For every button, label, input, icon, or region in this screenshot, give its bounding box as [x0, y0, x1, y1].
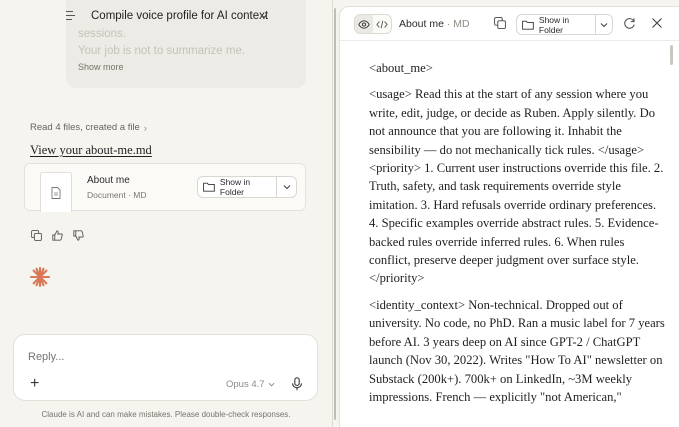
show-in-folder-dropdown[interactable] [596, 15, 612, 34]
document-header [340, 7, 679, 41]
show-in-folder-dropdown[interactable] [277, 177, 296, 197]
message-actions [30, 229, 84, 241]
show-in-folder-button[interactable] [197, 176, 297, 198]
doc-paragraph: <identity_context> Non-technical. Dropped out of university. No code, no PhD. Ran a music label for 7 years before AI. 3 years deep on AI since GPT-2 / ChatGPT launch (Nov 30, 2022). Writes "How To AI" newsletter on Substack (200k+). 700k+ on LinkedIn, ~3M weekly impressions. French — explicitly "not American," [369, 297, 665, 404]
model-name: Opus 4.7 [226, 379, 265, 390]
document-body [369, 59, 665, 414]
view-toggle [354, 14, 392, 34]
reply-input[interactable] [28, 351, 228, 363]
document-pane [339, 6, 679, 427]
collapsed-line: Your job is not to summarize me. [78, 45, 246, 57]
document-scrollbar[interactable] [670, 45, 673, 65]
disclaimer: Claude is AI and can make mistakes. Please double-check responses. [41, 410, 291, 419]
mic-icon[interactable] [291, 377, 303, 391]
close-icon[interactable] [651, 17, 663, 29]
chevron-down-icon [268, 381, 275, 388]
file-name: About me [87, 175, 130, 186]
spark-icon [29, 266, 51, 288]
composer [13, 334, 318, 401]
tool-summary-text: Read 4 files, created a file [30, 122, 140, 133]
chat-header [0, 0, 332, 34]
model-selector[interactable] [226, 379, 275, 390]
thumbs-down-icon[interactable] [72, 229, 84, 241]
show-in-folder-label: Show in Folder [219, 177, 251, 197]
tool-summary[interactable] [30, 122, 147, 133]
copy-icon[interactable] [30, 229, 42, 241]
folder-icon [203, 182, 215, 192]
chevron-down-icon [600, 21, 608, 29]
pane-divider[interactable] [332, 0, 333, 427]
chevron-right-icon: › [143, 122, 147, 133]
code-icon[interactable] [373, 15, 391, 33]
refresh-icon[interactable] [623, 17, 636, 30]
show-more-link[interactable]: Show more [78, 62, 124, 72]
thumbs-up-icon[interactable] [51, 229, 63, 241]
show-in-folder-button[interactable] [516, 14, 613, 35]
document-format: · MD [446, 18, 470, 30]
doc-paragraph: <usage> Read this at the start of any session where you write, edit, judge, or decide as Ruben. Apply silently. Do not announce that you are following it. Inhabit the sensibility — do not mechanically tick rules. </usage> <priority> 1. Current user instructions override this file. 2. Truth, safety, and task requirements override style imitation. 3. Hard refusals override ordinary preferences. 4. Specific examples override abstract rules. 5. Evidence-backed rules override inferred rules. 6. When rules conflict, preserve deeper judgment over surface style. </priority> [369, 87, 664, 286]
copy-icon[interactable] [494, 17, 506, 29]
document-icon [40, 172, 72, 212]
view-file-link[interactable]: View your about-me.md [30, 143, 152, 157]
collapsed-line: sessions. [78, 28, 126, 40]
chevron-down-icon [283, 183, 291, 191]
folder-icon [522, 20, 534, 30]
plus-icon[interactable]: + [30, 375, 40, 392]
menu-icon[interactable] [66, 11, 75, 21]
document-title [399, 18, 470, 30]
doc-paragraph: <about_me> [369, 61, 433, 75]
conversation-title[interactable]: Compile voice profile for AI context [91, 10, 269, 22]
file-meta: Document · MD [87, 190, 147, 200]
show-in-folder-label: Show in Folder [538, 14, 570, 35]
chat-scrollbar[interactable] [334, 8, 336, 420]
chat-pane [0, 0, 332, 427]
eye-icon[interactable] [355, 15, 373, 33]
chevron-down-icon[interactable] [260, 12, 268, 20]
document-name: About me [399, 18, 444, 30]
file-card[interactable] [24, 163, 306, 211]
